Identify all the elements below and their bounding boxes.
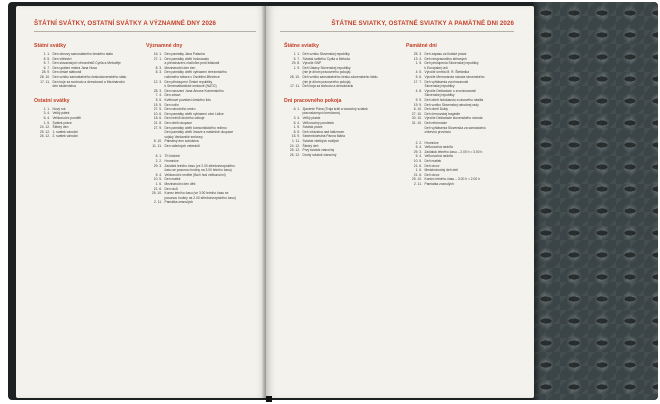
entry-date: 17. 11.	[290, 84, 300, 89]
section-heading: Ostatní svátky	[34, 97, 70, 104]
entry-text: 2. svátek vánoční	[52, 134, 79, 139]
entry-date: 21. 8.	[153, 120, 162, 125]
entry-text: Den slovanských věrozvěstů Cyrila a Metoděje	[52, 61, 121, 66]
entry-text: Velikonoční pondělí	[52, 115, 82, 120]
entry-date: 25. 12.	[39, 129, 50, 134]
entry-date: 16. 1.	[153, 52, 162, 56]
entry-date: 5. 5.	[155, 97, 162, 102]
entry-text: Deň pristúpenia Slovenskej republiky	[424, 61, 479, 66]
entry-date: 1. 5.	[415, 61, 422, 66]
entry-text: Veľkonočná nedeľa	[424, 145, 453, 150]
entry-date: 17. 7.	[413, 79, 422, 84]
entry-text: Den oběti okupace	[164, 120, 192, 125]
entry-text: a předcházení zločinům proti lidskosti	[164, 61, 220, 66]
entry-text: Výročie Memoranda národa slovenského	[424, 74, 485, 79]
entry-date: 5. 4.	[415, 145, 422, 150]
holiday-entry	[34, 134, 144, 139]
entry-date: 9. 9.	[415, 97, 422, 102]
entry-text: Tři králové	[164, 154, 180, 159]
entry-text: Výročie Deklarácie o zvrchovanosti	[424, 88, 476, 93]
entry-date: 28. 10.	[289, 74, 300, 79]
entry-date: 1. 5.	[43, 120, 50, 125]
right-title-rule	[280, 31, 514, 32]
entry-date: 29. 8.	[291, 61, 300, 66]
entry-text: Den upálení mistra Jana Husa	[52, 65, 97, 70]
entry-date: 15. 5.	[153, 102, 162, 107]
entry-date: 5. 7.	[43, 61, 50, 66]
entry-text: Den památky obětí vyhlazení terezínského	[164, 70, 227, 75]
entry-text: Den památky obětí vyhlazení obcí Lidice	[164, 111, 224, 116]
entry-text: Konec letního času (ve 3.00 letního času se	[164, 191, 229, 196]
entry-date: 25. 10.	[151, 191, 162, 196]
entry-date: 31. 10.	[411, 120, 422, 125]
entry-text: Štedrý deň	[302, 143, 319, 148]
entry-text: Den matek	[164, 177, 181, 182]
entry-text: Nový rok	[52, 106, 66, 111]
entry-text: k Severoatlantické smlouvě (NATO)	[164, 84, 217, 89]
entry-text: Svátek práce	[52, 120, 72, 125]
entry-text: Veľký piatok	[302, 115, 321, 120]
entry-date: 25. 12.	[289, 148, 300, 153]
entry-text: Památný den sokolstva	[164, 139, 199, 144]
entry-date: 27. 5.	[153, 107, 162, 112]
entry-date: 2. 11.	[153, 200, 162, 205]
entry-text: Den národního smíru	[164, 107, 196, 112]
entry-text: Den památky obětí komunistického režimu	[164, 125, 227, 130]
entry-text: Památka zesnulých	[164, 200, 194, 205]
entry-text: (nie je dňom pracovného pokoja)	[302, 79, 351, 84]
entry-text: Deň Ústavy Slovenskej republiky	[302, 65, 351, 70]
entry-date: 1. 6.	[155, 182, 162, 187]
entry-text: Den zdraví	[164, 93, 181, 98]
entry-text: pravoslávnych kresťanov)	[302, 111, 341, 116]
entry-text: Květnové povstání českého lidu	[164, 97, 211, 102]
entry-text: Velký pátek	[52, 111, 70, 116]
entry-date: 8. 5.	[293, 129, 300, 134]
entry-date	[34, 84, 53, 89]
entry-date: 5. 4.	[415, 154, 422, 159]
section-heading: Pamätné dni	[406, 43, 437, 49]
entry-date: 18. 6.	[153, 116, 162, 121]
entry-date: 6. 1.	[155, 154, 162, 159]
entry-date: 8. 5.	[43, 56, 50, 61]
entry-date: 1. 1.	[293, 52, 300, 56]
entry-text: Začiatok letného času – 2.00 h = 3.00 h	[424, 149, 483, 154]
entry-date: 1. 1.	[43, 52, 50, 56]
left-page	[16, 6, 266, 398]
entry-text: Slovenskej republiky	[424, 93, 455, 98]
entry-date: 4. 5.	[415, 70, 422, 75]
holiday-entry	[284, 153, 402, 158]
entry-date: 12. 3.	[153, 79, 162, 84]
entry-text: Deň otcov	[424, 172, 440, 177]
entry-date: 13. 4.	[413, 56, 422, 61]
entry-text: Deň vzniku Slovenskej národnej rady	[424, 102, 479, 107]
entry-text: Deň vzniku Slovenskej republiky	[302, 52, 350, 56]
entry-date: 5. 4.	[155, 172, 162, 177]
entry-date: 30. 10.	[411, 116, 422, 121]
right-page	[266, 6, 534, 398]
entry-text: Deň matiek	[424, 159, 442, 164]
holiday-entry	[406, 130, 526, 135]
entry-date: 1. 1.	[43, 106, 50, 111]
entry-date: 8. 10.	[153, 139, 162, 144]
entry-text: k Európskej únii	[424, 65, 448, 70]
entry-date: 2. 2.	[415, 140, 422, 145]
entry-date: 28. 10.	[39, 74, 50, 79]
entry-date: 8. 3.	[155, 65, 162, 70]
entry-text: Den obnovy samostatného českého státu	[52, 52, 113, 56]
entry-text: Sviatok práce	[302, 125, 323, 130]
entry-text: Prvý sviatok vianočný	[302, 148, 335, 153]
entry-date: 10. 5.	[413, 159, 422, 164]
entry-text: cirkevnú provinciu	[424, 130, 451, 135]
entry-date: 8. 3.	[155, 70, 162, 75]
entry-text: Den vzniku samostatného československého státu	[52, 74, 127, 79]
entry-text: Deň černovskej tragédie	[424, 111, 461, 116]
entry-date: 5. 6.	[415, 74, 422, 79]
entry-date: 2. 11.	[413, 182, 422, 187]
entry-date: 24. 12.	[39, 125, 50, 130]
entry-text: Sviatok svätého Cyrila a Metoda	[302, 56, 350, 61]
holiday-entry	[34, 84, 144, 89]
entry-text: Pamiatka zosnulých	[424, 182, 454, 187]
entry-text: Den hrdinů druhého odboje	[164, 116, 205, 121]
entry-text: Veľkonočný pondelok	[302, 120, 334, 125]
left-column-2	[146, 43, 264, 205]
entry-date: 4. 8.	[415, 88, 422, 93]
entry-date: 6. 10.	[413, 107, 422, 112]
entry-text: Deň vyhlásenia Slovenska za samostatnú	[424, 125, 486, 130]
entry-text: Den vítězství	[52, 56, 72, 61]
entry-date: 21. 6.	[413, 172, 422, 177]
entry-text: Začátek letního času (ve 2.00 středoevropského	[164, 163, 235, 168]
entry-date: 6. 4.	[293, 120, 300, 125]
entry-text: Deň obetí Dukly	[424, 107, 448, 112]
entry-text: Den otců	[164, 186, 178, 191]
entry-text: Slovenskej republiky	[424, 84, 455, 89]
entry-text: Den narození Jana Ámose Komenského	[164, 88, 224, 93]
entry-text: Deň vyhlásenia zvrchovanosti	[424, 79, 469, 84]
ribbon-bookmark	[266, 396, 272, 402]
cover-flap-pattern	[532, 2, 658, 400]
entry-date: 1. 5.	[293, 125, 300, 130]
entry-text: času se posunou hodiny na 3.00 letního času)	[164, 168, 232, 173]
entry-text: Den boje za svobodu a demokracii a Mezinárodní	[52, 79, 125, 84]
entry-date: 5. 7.	[293, 56, 300, 61]
entry-date: 11. 11.	[152, 143, 162, 148]
left-page-title: ŠTÁTNÍ SVÁTKY, OSTATNÍ SVÁTKY A VÝZNAMNÉ DNY 2026	[34, 20, 217, 27]
holiday-entry	[146, 200, 264, 205]
entry-text: Deň obetí holokaustu a rasového násilia	[424, 97, 484, 102]
section-heading: Dni pracovného pokoja	[284, 97, 342, 104]
entry-date: 17. 11.	[40, 79, 50, 84]
left-column-1	[34, 43, 144, 139]
entry-date: 28. 9.	[41, 70, 50, 75]
entry-text: Deň reformácie	[424, 120, 448, 125]
entry-date: 10. 6.	[153, 111, 162, 116]
entry-text: Sviatok všetkých svätých	[302, 138, 340, 143]
entry-text: den studentstva	[52, 84, 76, 89]
entry-text: Medzinárodný deň detí	[424, 168, 459, 173]
entry-text: 1. svátek vánoční	[52, 129, 79, 134]
entry-text: Výročie Deklarácie slovenského národa	[424, 116, 483, 121]
entry-date: 3. 4.	[293, 115, 300, 120]
entry-date: 10. 5.	[153, 177, 162, 182]
holiday-entry	[146, 144, 264, 149]
entry-date: 19. 9.	[413, 102, 422, 107]
entry-text: Deň otcov	[424, 163, 440, 168]
section-heading: Významné dny	[146, 43, 183, 49]
left-title-rule	[34, 31, 256, 32]
entry-date: 3. 4.	[43, 111, 50, 116]
entry-text: Hromnice	[164, 159, 179, 164]
entry-date: 2. 2.	[155, 159, 162, 164]
entry-date: 29. 3.	[413, 149, 422, 154]
holiday-entry	[284, 84, 402, 89]
entry-text: Výročie úmrtia M. R. Štefánika	[424, 70, 470, 75]
entry-date: 21. 6.	[153, 186, 162, 191]
entry-date: 6. 4.	[43, 115, 50, 120]
entry-date: 15. 9.	[291, 134, 300, 139]
entry-text: Den památky obětí invaze a následné okupace	[164, 130, 234, 135]
entry-date: 27. 9.	[153, 125, 162, 130]
entry-date: 7. 4.	[155, 93, 162, 98]
entry-text: Mezinárodní den dětí	[164, 182, 196, 187]
entry-date: 1. 6.	[415, 168, 422, 173]
entry-text: Den přistoupení České republiky	[164, 79, 213, 84]
entry-text: Deň boja za slobodu a demokraciu	[302, 84, 354, 89]
entry-text: Štědrý den	[52, 125, 69, 130]
entry-text: Deň vzniku samostatného česko-slovenského štátu	[302, 74, 378, 79]
entry-date: 21. 6.	[413, 163, 422, 168]
entry-date: 26. 12.	[289, 152, 300, 157]
entry-text: Sedembolestná Panna Mária	[302, 134, 346, 139]
section-heading: Státní svátky	[34, 43, 67, 49]
entry-text: Den památky Jana Palacha	[164, 52, 205, 56]
entry-text: posunou hodiny na 2.00 středoevropského času)	[164, 195, 236, 200]
entry-text: Deň víťazstva nad fašizmom	[302, 129, 345, 134]
entry-text: (nie je dňom pracovného pokoja)	[302, 70, 351, 75]
entry-text: rodinného tábora v Osvětimi-Březince	[164, 74, 220, 79]
right-column-2	[406, 43, 526, 187]
entry-text: Velikonoční neděle (Boží hod velikonoční)	[164, 172, 226, 177]
entry-text: Deň zápasu za ľudské práva	[424, 52, 467, 56]
entry-date: 29. 3.	[153, 163, 162, 168]
entry-text: Deň nespravodlivo stíhaných	[424, 56, 467, 61]
entry-text: Veľkonočná nedeľa	[424, 154, 453, 159]
entry-text: Mezinárodní den žen	[164, 65, 196, 70]
entry-date: 6. 1.	[293, 106, 300, 111]
entry-text: Výročie SNP	[302, 61, 322, 66]
entry-date: 26. 12.	[39, 134, 50, 139]
entry-date	[406, 130, 425, 135]
entry-date: 27. 1.	[153, 56, 162, 61]
right-column-1	[284, 43, 402, 157]
right-page-title: ŠTÁTNE SVIATKY, OSTATNÉ SVIATKY A PAMÄTNÉ DNI 2026	[331, 20, 514, 27]
entry-text: Den válečných veteránů	[164, 143, 200, 148]
entry-date: 28. 3.	[153, 88, 162, 93]
entry-text: Zjavenie Pána (Traja králi a vianočný sviatok	[302, 106, 368, 111]
entry-date: 25. 10.	[411, 177, 422, 182]
entry-text: Koniec letného času – 3.00 h = 2.00 h	[424, 177, 480, 182]
entry-text: vojsky Varšavské smlouvy	[164, 134, 203, 139]
section-heading: Štátne sviatky	[284, 43, 319, 49]
entry-date: 25. 3.	[413, 52, 422, 56]
entry-date: 1. 9.	[293, 65, 300, 70]
entry-text: Den rodin	[164, 102, 179, 107]
entry-date: 27. 10.	[411, 111, 422, 116]
entry-text: Hromnice	[424, 140, 439, 145]
entry-text: Den památky obětí holocaustu	[164, 56, 210, 61]
entry-text: Den české státnosti	[52, 70, 82, 75]
entry-date: 6. 7.	[43, 65, 50, 70]
entry-date: 24. 12.	[289, 143, 300, 148]
entry-date: 1. 11.	[291, 138, 300, 143]
holiday-entry	[406, 182, 526, 187]
entry-text: Druhý sviatok vianočný	[302, 152, 337, 157]
